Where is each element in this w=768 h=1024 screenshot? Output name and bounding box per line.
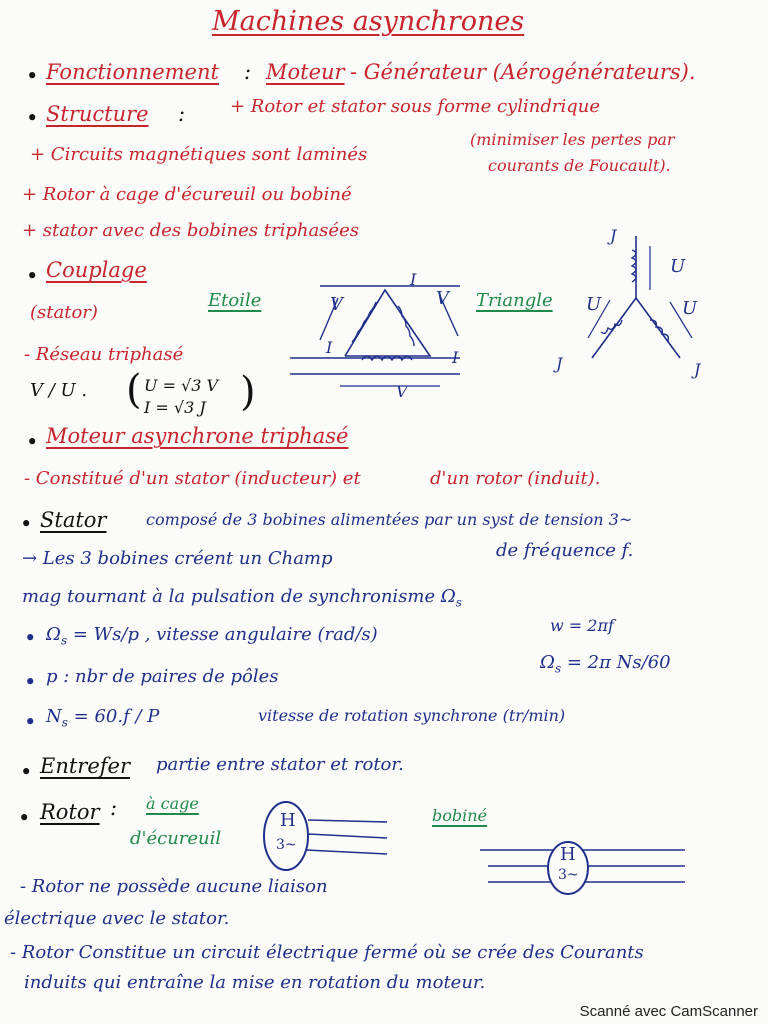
- fig-label: U: [682, 298, 698, 319]
- ns-equation: $N_s = 60.f / P$: [46, 706, 160, 730]
- bullet: •: [24, 626, 37, 650]
- vu-text: V / U .: [30, 380, 88, 401]
- fig-label: J: [610, 226, 617, 245]
- motor-label: 3~: [276, 837, 297, 853]
- bullet: •: [26, 106, 39, 130]
- bullet: •: [20, 512, 33, 536]
- wound-motor-symbol: [480, 838, 690, 898]
- bobines-text-1: → Les 3 bobines créent un Champ: [22, 548, 333, 569]
- fig-label: U: [586, 294, 602, 315]
- fig-label: J: [556, 354, 563, 373]
- moteur-word: Moteur: [266, 60, 345, 84]
- rotor-cage-text: + Rotor à cage d'écureuil ou bobiné: [22, 184, 352, 205]
- separator: :: [244, 60, 252, 84]
- triangle-label: Triangle: [476, 290, 553, 311]
- scanner-watermark: Scanné avec CamScanner: [579, 1003, 758, 1020]
- reseau-text: - Réseau triphasé: [24, 344, 184, 365]
- circuits-note-2: courants de Foucault).: [488, 156, 671, 175]
- stator-label: Stator: [40, 508, 107, 532]
- separator: :: [178, 102, 186, 126]
- bullet: •: [26, 64, 39, 88]
- stator-desc: composé de 3 bobines alimentées par un syst de tension 3~: [146, 510, 633, 529]
- a-cage-label: à cage: [146, 794, 199, 813]
- fig-label: V: [330, 294, 343, 315]
- etoile-label: Etoile: [208, 290, 262, 311]
- entrefer-text: partie entre stator et rotor.: [156, 754, 404, 775]
- fonctionnement-label: Fonctionnement: [46, 60, 219, 84]
- bullet: •: [26, 264, 39, 288]
- fig-label: I: [410, 270, 417, 289]
- bobine-label: bobiné: [432, 806, 488, 825]
- bullet: •: [24, 670, 37, 694]
- rotor-liaison-1: - Rotor ne possède aucune liaison: [20, 876, 328, 897]
- circuits-text: + Circuits magnétiques sont laminés: [30, 144, 368, 165]
- bullet: •: [24, 710, 37, 734]
- structure-text: + Rotor et stator sous forme cylindrique: [230, 96, 600, 117]
- fig-label: U: [670, 256, 686, 277]
- w-equation: w = 2πf: [550, 616, 614, 635]
- constitue-text-1: - Constitué d'un stator (inducteur) et: [24, 468, 361, 489]
- motor-label: H: [560, 844, 576, 865]
- rotor-circuit-2: induits qui entraîne la mise en rotation du moteur.: [24, 972, 486, 993]
- bullet: •: [26, 430, 39, 454]
- entrefer-label: Entrefer: [40, 754, 130, 778]
- omega-equation: $\Omega_s = Ws/p$ , vitesse angulaire (rad/s): [46, 624, 378, 648]
- separator: :: [110, 796, 118, 820]
- i-equation: I = √3 J: [144, 398, 206, 417]
- fig-label: I: [326, 338, 333, 357]
- fig-label: J: [694, 360, 701, 379]
- u-equation: U = √3 V: [144, 376, 219, 395]
- fig-label: I: [452, 348, 459, 367]
- rotor-label: Rotor: [40, 800, 100, 824]
- rotor-liaison-2: électrique avec le stator.: [4, 908, 230, 929]
- d-ecureuil-label: d'écureuil: [130, 828, 222, 849]
- brace: (: [126, 367, 142, 413]
- bobines-text-2: de fréquence f.: [496, 540, 634, 561]
- fig-label: V: [396, 382, 408, 401]
- couplage-label: Couplage: [46, 258, 147, 282]
- motor-label: 3~: [558, 867, 579, 883]
- stator-paren: (stator): [30, 302, 98, 323]
- motor-label: H: [280, 810, 296, 831]
- brace: ): [240, 369, 256, 415]
- structure-label: Structure: [46, 102, 149, 126]
- stator-bobines-text: + stator avec des bobines triphasées: [22, 220, 359, 241]
- ns-desc: vitesse de rotation synchrone (tr/min): [258, 706, 566, 725]
- rotor-circuit-1: - Rotor Constitue un circuit électrique fermé où se crée des Courants: [10, 942, 644, 963]
- circuits-note-1: (minimiser les pertes par: [470, 130, 675, 149]
- fig-label: V: [436, 288, 449, 309]
- p-text: p : nbr de paires de pôles: [46, 666, 279, 687]
- omega2-equation: $\Omega_s = 2\pi$ Ns/60: [540, 652, 671, 676]
- bullet: •: [20, 760, 33, 784]
- moteur-title: Moteur asynchrone triphasé: [46, 424, 349, 448]
- mag-text: mag tournant à la pulsation de synchronisme $\Omega_s$: [22, 586, 462, 610]
- page-title: Machines asynchrones: [212, 6, 525, 37]
- constitue-text-2: d'un rotor (induit).: [430, 468, 601, 489]
- fonctionnement-text: - Générateur (Aérogénérateurs).: [350, 60, 696, 84]
- bullet: •: [18, 806, 31, 830]
